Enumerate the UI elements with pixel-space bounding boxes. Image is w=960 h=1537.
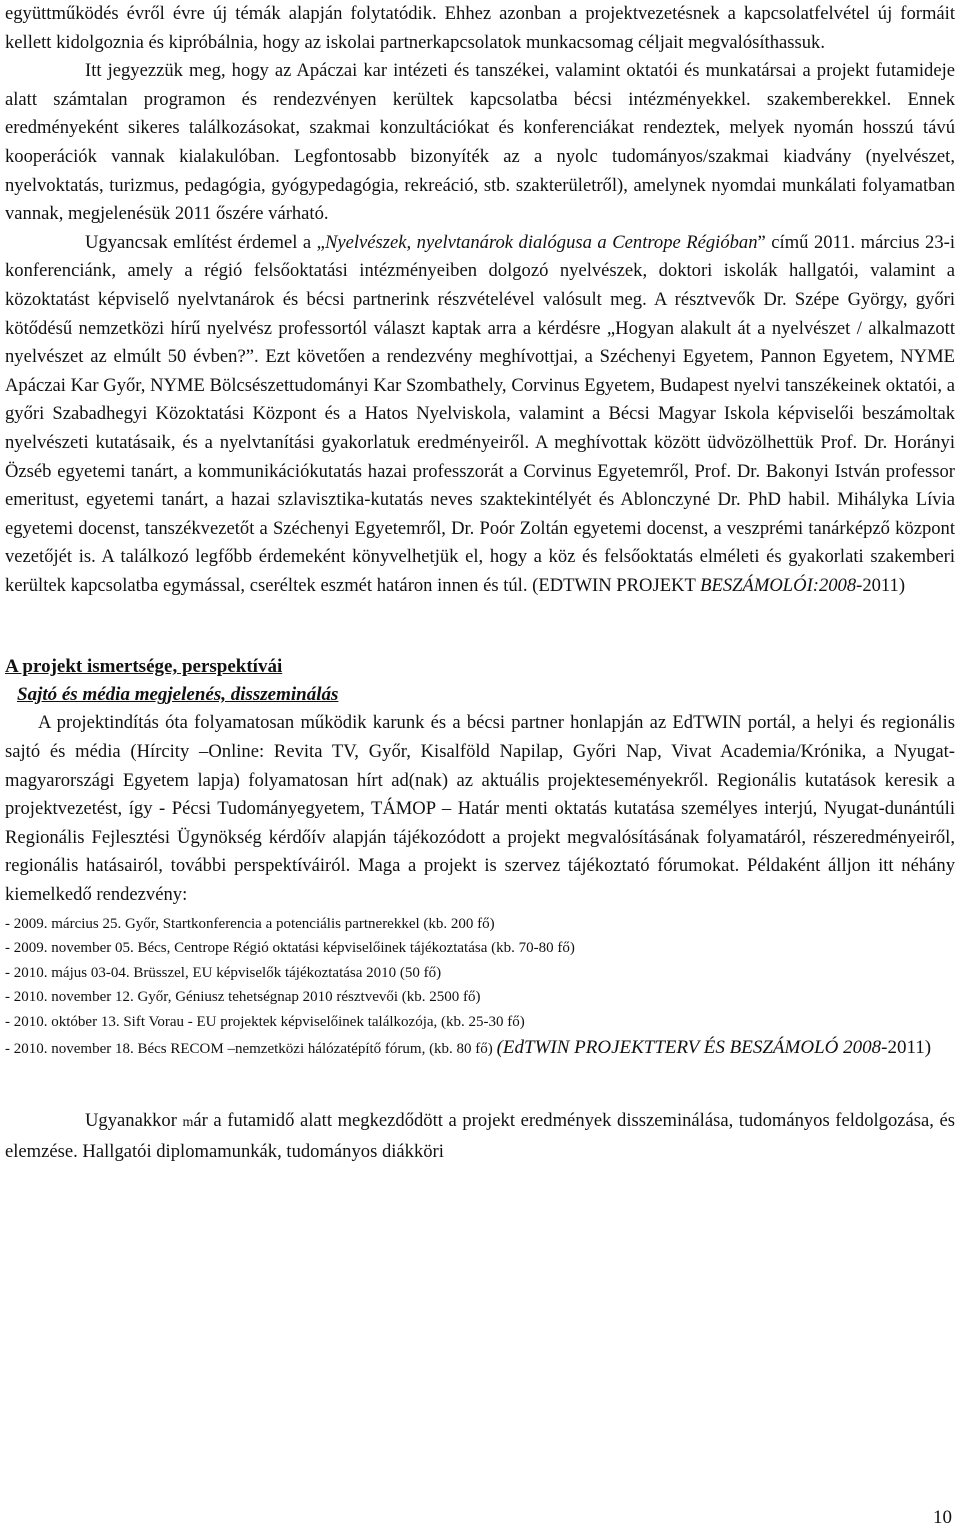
event-item: - 2010. október 13. Sift Vorau - EU projektek képviselőinek találkozója, (kb. 25-30 fő) xyxy=(5,1013,525,1030)
conference-citation-end: -2011) xyxy=(856,574,906,596)
event-item-last xyxy=(5,1034,955,1063)
event-item-last-text: - 2010. november 18. Bécs RECOM –nemzetközi hálózatépítő fórum, (kb. 80 fő) xyxy=(5,1041,497,1058)
event-citation: (EdTWIN PROJEKTTERV ÉS BESZÁMOLÓ 2008 xyxy=(496,1037,882,1059)
event-citation-end: -2011) xyxy=(881,1037,932,1059)
dissemination-small-letter: m xyxy=(182,1115,194,1131)
document-page xyxy=(5,0,955,1166)
subsection-heading: Sajtó és média megjelenés, disszeminálás xyxy=(17,684,339,706)
event-item: - 2010. november 12. Győr, Géniusz tehetségnap 2010 résztvevői (kb. 2500 fő) xyxy=(5,989,481,1006)
conference-citation: BESZÁMOLÓI:2008 xyxy=(700,574,857,596)
event-item: - 2009. március 25. Győr, Startkonferencia a potenciális partnerekkel (kb. 200 fő) xyxy=(5,915,495,932)
paragraph-conference xyxy=(5,229,955,601)
dissemination-text-start: Ugyanakkor xyxy=(85,1110,183,1132)
event-list xyxy=(5,912,955,1064)
dissemination-text-body: ár a futamidő alatt megkezdődött a projekt eredmények disszeminálása, tudományos feldolgozása, és elemzése. Hallgatói diplomamunkák, tudományos diákköri xyxy=(5,1110,955,1162)
event-item: - 2009. november 05. Bécs, Centrope Régió oktatási képviselőinek tájékoztatása (kb. 70-80 fő) xyxy=(5,940,575,957)
paragraph-dissemination xyxy=(5,1107,955,1166)
conference-text-body: ” című 2011. március 23-i konferenciánk, amely a régió felsőoktatási intézményeiben dolgozó nyelvészek, doktori iskolák hallgatói, valamint a közoktatást képviselő nyelvtanárok és bécsi partnerink részvételével valósult meg. A résztvevők Dr. Szépe György, győri kötődésű nemzetközi hírű nyelvész professortól választ kaptak arra a kérdésre „Hogyan alakult át a nyelvészet / alkalmazott nyelvészet az elmúlt 50 évben?”. Ezt követően a rendezvény meghívottjai, a Széchenyi Egyetem, Pannon Egyetem, NYME Apáczai Kar Győr, NYME Bölcsészettudományi Kar Szombathely, Corvinus Egyetem, Budapest nyelvi tanszékeinek oktatói, a győri Szabadhegyi Közoktatási Központ és a Hatos Nyelviskola, valamint a Bécsi Magyar Iskola képviselői beszámoltak nyelvészeti kutatásaik, és a nyelvtanítási gyakorlatuk eredményeiről. A meghívottak között üdvözölhettük Prof. Dr. Horányi Özséb egyetemi tanárt, a kommunikációkutatás hazai professzorát a Corvinus Egyetemről, Prof. Dr. Bakonyi István professor emeritust, egyetemi tanárt, a hazai szlavisztika-kutatás neves szaktekintélyét és Ablonczyné Dr. PhD habil. Mihályka Lívia egyetemi docenst, tanszékvezetőt a Széchenyi Egyetemről, Dr. Poór Zoltán egyetemi docenst, a veszprémi tanárképző központ vezetőjét is. A találkozó legfőbb érdemeként könyvelhetjük el, hogy a köz és felsőoktatás elméleti és gyakorlati szakemberi kerültek kapcsolatba egymással, cseréltek eszmét határon innen és túl. (EDTWIN PROJEKT xyxy=(5,231,955,596)
paragraph-media: A projektindítás óta folyamatosan működik karunk és a bécsi partner honlapján az EdTWIN portál, a helyi és regionális sajtó és média (Hírcity –Online: Revita TV, Győr, Kisalföld Napilap, Győri Nap, Vivat Academia/Krónika, a Nyugat-magyarországi Egyetem lapja) folyamatosan hírt ad(nak) az aktuális projekteseményekről. Regionális kutatások keresik a projektvezetést, így - Pécsi Tudományegyetem, TÁMOP – Határ menti oktatás kutatása személyes interjú, Nyugat-dunántúli Regionális Fejlesztési Ügynökség kérdőív alapján tájékozódott a projekt megvalósításának folyamatáról, részeredményeiről, regionális hatásairól, további perspektíváiról. Maga a projekt is szervez tájékoztató fórumokat. Példaként álljon itt néhány kiemelkedő rendezvény: xyxy=(5,712,955,906)
paragraph-intro: együttműködés évről évre új témák alapján folytatódik. Ehhez azonban a projektvezetésnek a kapcsolatfelvétel új formáit kellett kidolgoznia és kipróbálnia, hogy az iskolai partnerkapcsolatok munkacsomag céljait megvalósíthassuk. xyxy=(5,3,955,53)
conference-text-start: Ugyancsak említést érdemel a „ xyxy=(85,231,325,253)
section-heading: A projekt ismertsége, perspektívái xyxy=(5,656,283,678)
event-item: - 2010. május 03-04. Brüsszel, EU képviselők tájékoztatása 2010 (50 fő) xyxy=(5,964,442,981)
paragraph-apaczai: Itt jegyezzük meg, hogy az Apáczai kar intézeti és tanszékei, valamint oktatói és munkatársai a projekt futamideje alatt számtalan programon és rendezvényen kerültek kapcsolatba bécsi intézményekkel. szakemberekkel. Ennek eredményeként sikeres találkozásokat, szakmai konzultációkat és konferenciákat rendeztek, melyek nyomán hosszú távú kooperációk vannak kialakulóban. Legfontosabb bizonyíték az a nyolc tudományos/szakmai kiadvány (nyelvészet, nyelvoktatás, turizmus, pedagógia, gyógypedagógia, rekreáció, stb. szakterületről), amelynek nyomdai munkálati folyamatban vannak, megjelenésük 2011 őszére várható. xyxy=(5,60,955,225)
conference-title: Nyelvészek, nyelvtanárok dialógusa a Centrope Régióban xyxy=(324,231,758,253)
page-number: 10 xyxy=(933,1507,952,1528)
